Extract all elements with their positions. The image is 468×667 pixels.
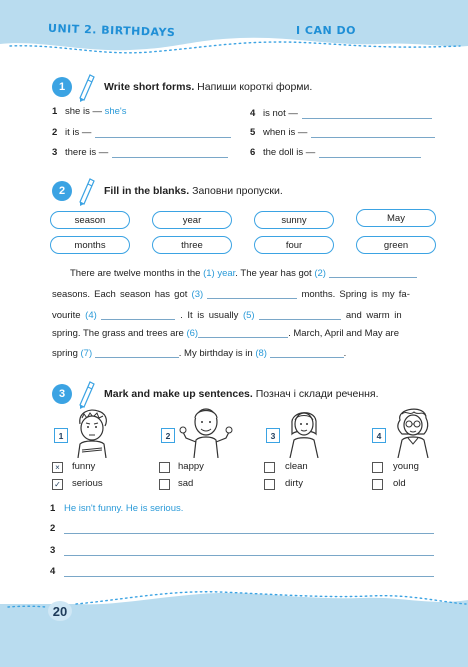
blank-3[interactable] [207, 287, 297, 299]
blank-4[interactable] [101, 308, 175, 320]
pencil-icon [74, 72, 96, 102]
option-label: clean [285, 461, 308, 472]
unit-title: UNIT 2. BIRTHDAYS [47, 21, 176, 40]
word-box: months [50, 236, 130, 254]
picture-number: 4 [372, 428, 386, 443]
blank-2[interactable] [329, 266, 417, 278]
short-form-item: 4 is not — [250, 106, 432, 119]
option-label: dirty [285, 478, 303, 489]
word-box: four [254, 236, 334, 254]
option-label: old [393, 478, 406, 489]
checkbox-happy[interactable] [159, 462, 170, 473]
serious-boy-illustration [70, 406, 114, 458]
short-form-item: 6 the doll is — [250, 145, 421, 158]
text-line: There are twelve months in the (1) year. The year has got (2) [52, 266, 436, 280]
section-title: I CAN DO [296, 24, 357, 37]
sentence-row: 1 He isn't funny. He is serious. [50, 503, 184, 514]
text-line: seasons. Each season has got (3) months. Spring is my fa- [52, 289, 410, 300]
exercise-number-badge: 3 [52, 384, 72, 404]
option-label: sad [178, 478, 194, 489]
sentence-line[interactable] [64, 564, 434, 577]
blank-8[interactable] [270, 346, 344, 358]
sentence-row: 2 [50, 520, 434, 534]
option-label: serious [72, 478, 103, 489]
word-box: season [50, 211, 130, 229]
sentence-line[interactable] [64, 521, 434, 534]
short-form-item: 2 it is — [52, 125, 231, 138]
word-box: three [152, 236, 232, 254]
option-label: funny [72, 461, 96, 472]
sentence-row: 3 [50, 542, 434, 556]
exercise-number-badge: 1 [52, 77, 72, 97]
option-label: happy [178, 461, 204, 472]
blank-5[interactable] [259, 308, 341, 320]
pencil-icon [74, 176, 96, 206]
checkbox-dirty[interactable] [264, 479, 275, 490]
text-line: spring. The grass and trees are (6) . March, April and May are [52, 328, 399, 339]
short-form-item: 5 when is — [250, 125, 435, 138]
option-label: young [393, 461, 419, 472]
sentence-line[interactable] [64, 543, 434, 556]
word-box: year [152, 211, 232, 229]
short-form-answer: she's [104, 106, 127, 117]
short-form-item: 3 there is — [52, 145, 228, 158]
exercise-number-badge: 2 [52, 181, 72, 201]
exercise-2-title: Fill in the blanks. Заповни пропуски. [104, 185, 283, 197]
answer-line[interactable] [319, 145, 421, 158]
short-form-item: 1 she is — she's [52, 106, 127, 117]
pencil-icon [74, 379, 96, 409]
sentence-answer: He isn't funny. He is serious. [64, 503, 184, 514]
word-box: sunny [254, 211, 334, 229]
old-woman-illustration [390, 404, 436, 458]
girl-illustration [282, 404, 326, 458]
text-line: vourite (4) . It is usually (5) and warm in [52, 310, 402, 321]
exercise-1-header [52, 76, 312, 98]
exercise-3-header [52, 383, 379, 405]
answer-line[interactable] [95, 125, 231, 138]
exercise-2-header [52, 180, 283, 202]
picture-number: 2 [161, 428, 175, 443]
checkbox-funny[interactable]: × [52, 462, 63, 473]
text-line: spring (7) . My birthday is in (8) . [52, 348, 347, 359]
answer-line[interactable] [302, 106, 432, 119]
checkbox-old[interactable] [372, 479, 383, 490]
exercise-3-title: Mark and make up sentences. Познач і склади речення. [104, 388, 379, 400]
sentence-row: 4 [50, 563, 434, 577]
word-box: green [356, 236, 436, 254]
checkbox-clean[interactable] [264, 462, 275, 473]
blank-6[interactable] [198, 326, 288, 338]
checkbox-serious[interactable]: ✓ [52, 479, 63, 490]
blank-7[interactable] [95, 346, 179, 358]
checkbox-sad[interactable] [159, 479, 170, 490]
page-number: 20 [48, 601, 72, 621]
picture-number: 1 [54, 428, 68, 443]
exercise-1-title: Write short forms. Напиши короткі форми. [104, 81, 313, 93]
word-box: May [356, 209, 436, 227]
answer-line[interactable] [112, 145, 228, 158]
checkbox-young[interactable] [372, 462, 383, 473]
picture-number: 3 [266, 428, 280, 443]
happy-boy-illustration [178, 404, 234, 458]
answer-line[interactable] [311, 125, 435, 138]
